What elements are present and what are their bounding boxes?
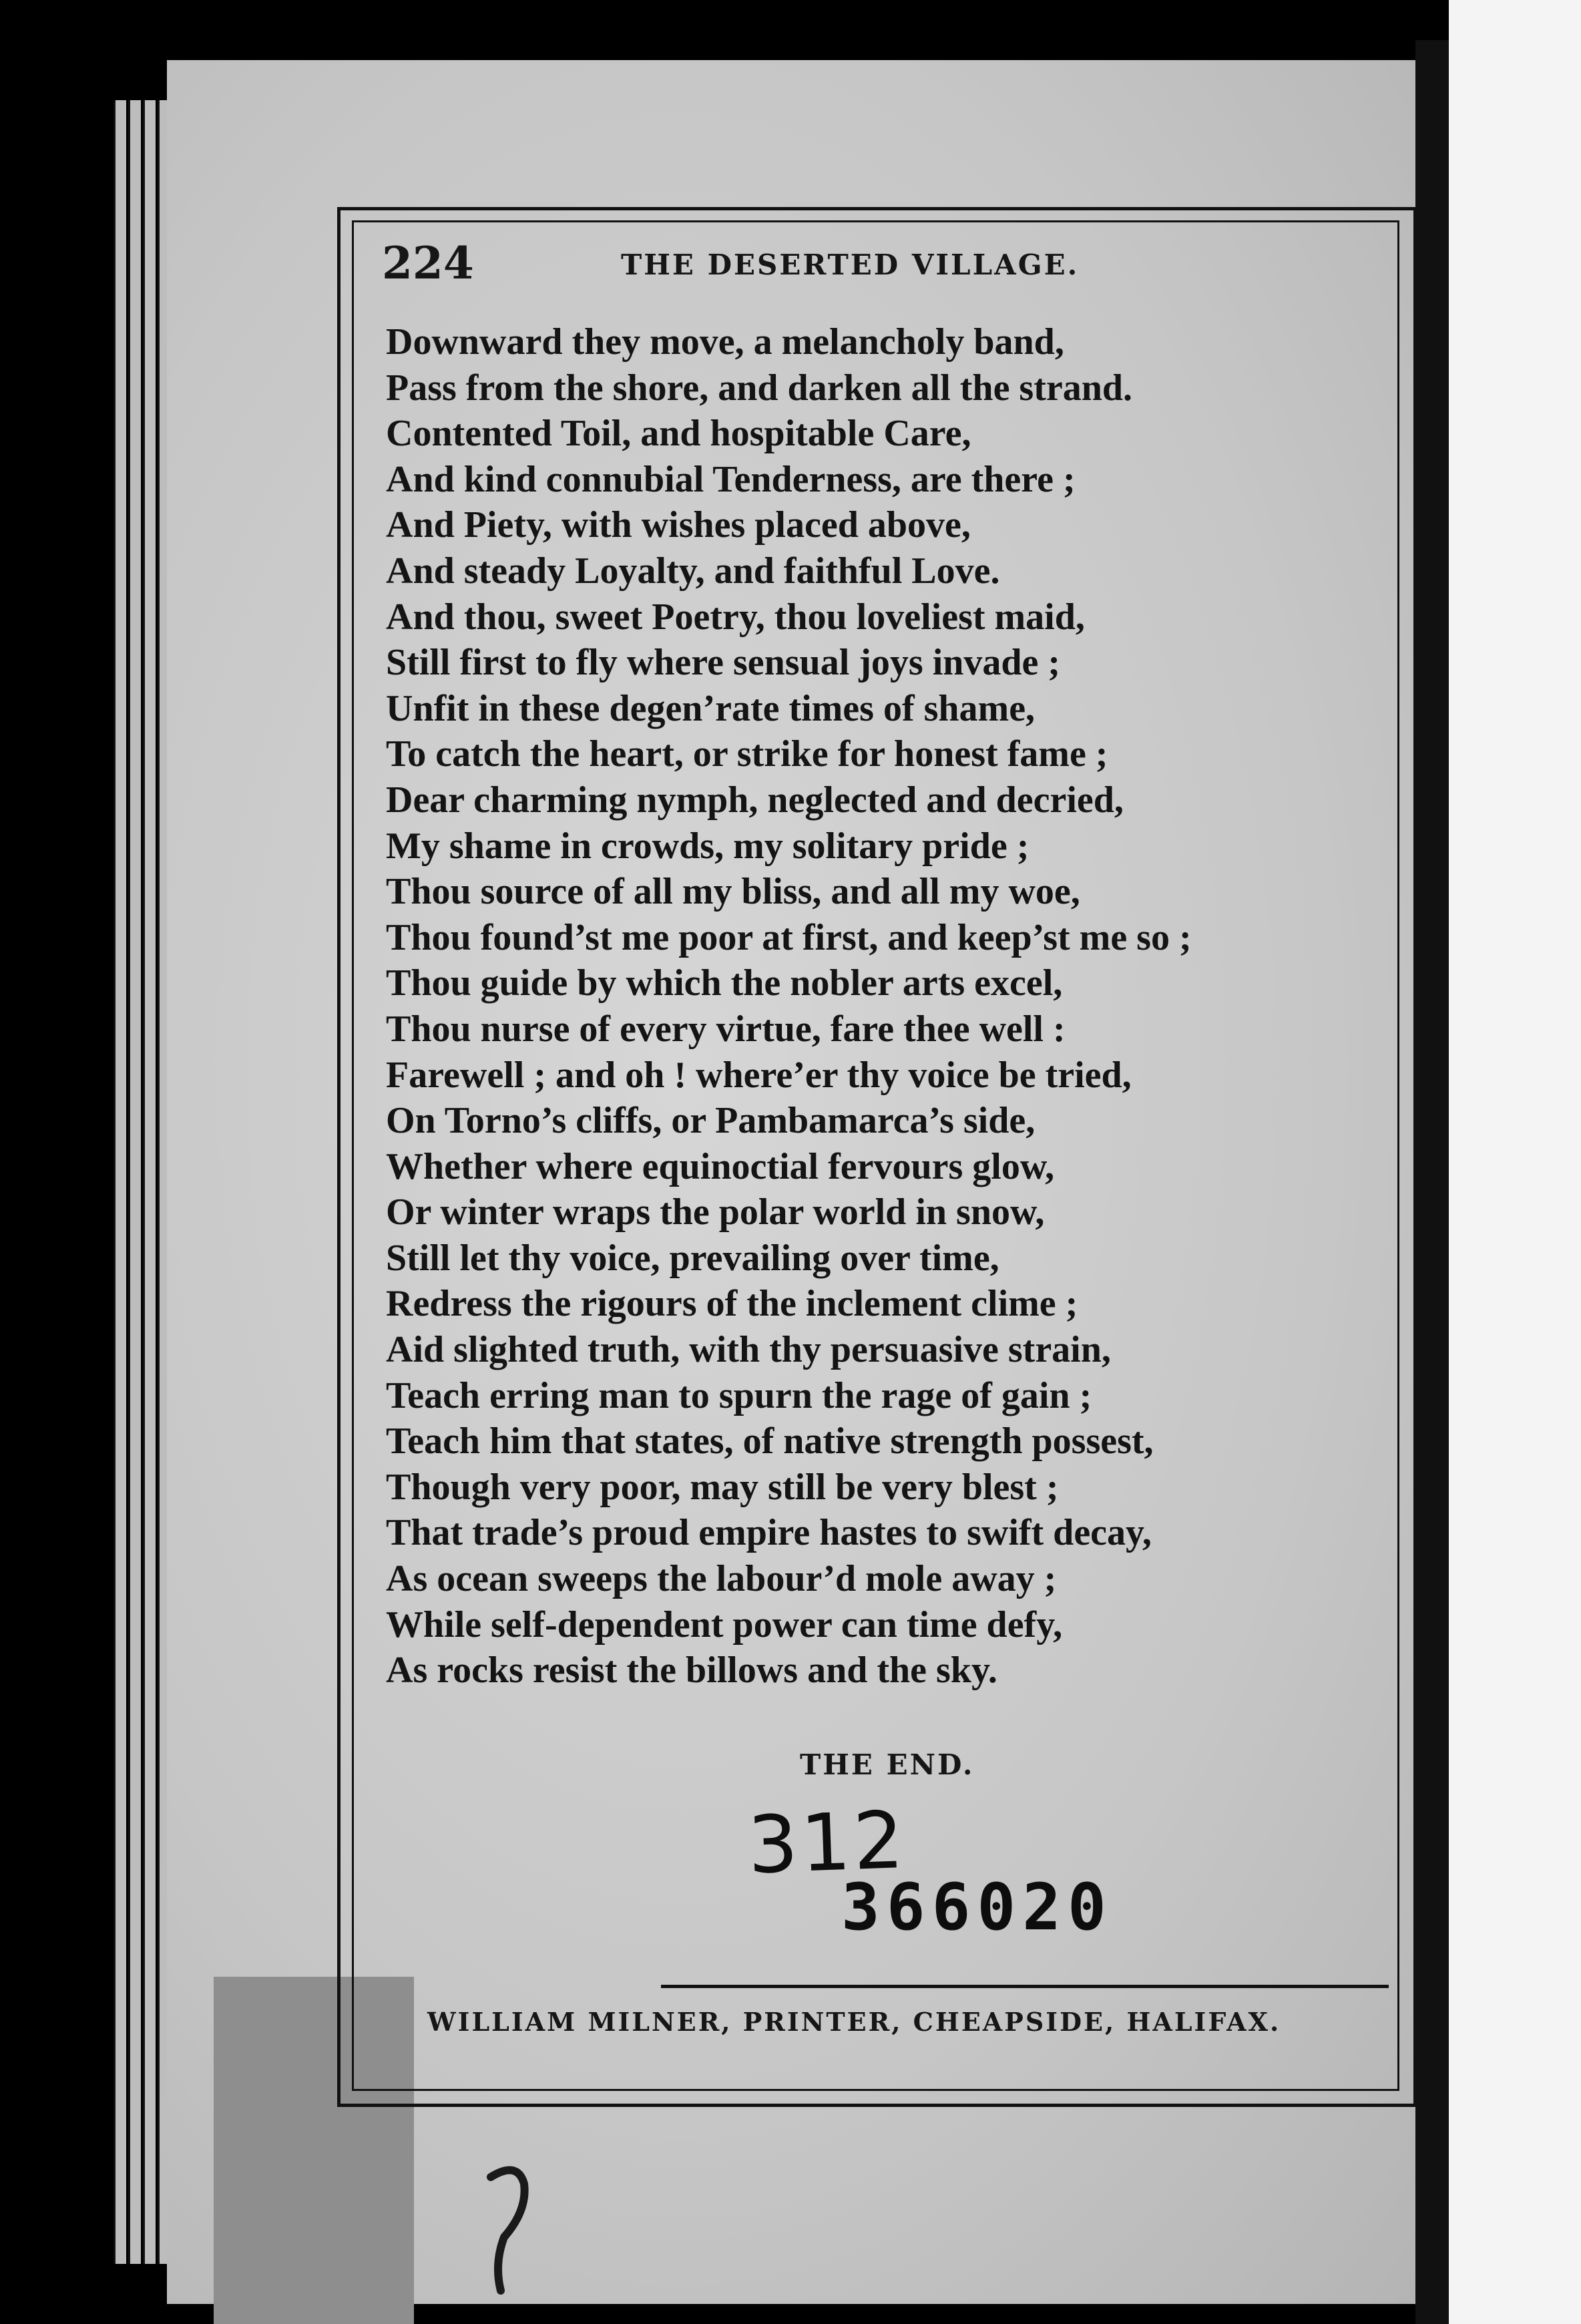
poem-line: As rocks resist the billows and the sky. bbox=[386, 1650, 997, 1692]
imprint-rule bbox=[661, 1985, 1389, 1988]
poem-line: Teach him that states, of native strength possest, bbox=[386, 1420, 1154, 1463]
running-title: THE DESERTED VILLAGE. bbox=[621, 248, 1080, 281]
poem-line: Though very poor, may still be very blest ; bbox=[386, 1466, 1059, 1508]
poem-line: Dear charming nymph, neglected and decried, bbox=[386, 779, 1124, 821]
poem-line: Thou source of all my bliss, and all my woe, bbox=[386, 871, 1080, 913]
pencil-mark bbox=[477, 2157, 541, 2297]
poem-line: And thou, sweet Poetry, thou loveliest maid, bbox=[386, 596, 1085, 638]
the-end-label: THE END. bbox=[800, 1748, 975, 1781]
poem-line: Redress the rigours of the inclement clime ; bbox=[386, 1283, 1078, 1325]
poem-line: Unfit in these degen’rate times of shame, bbox=[386, 687, 1036, 729]
poem-line: Whether where equinoctial fervours glow, bbox=[386, 1145, 1055, 1187]
page-edge bbox=[143, 100, 156, 2264]
printer-imprint: WILLIAM MILNER, PRINTER, CHEAPSIDE, HALIFAX. bbox=[427, 2007, 1281, 2037]
page-edge bbox=[128, 100, 141, 2264]
poem-line: Or winter wraps the polar world in snow, bbox=[386, 1191, 1045, 1233]
poem-line: While self-dependent power can time defy, bbox=[386, 1603, 1063, 1645]
poem-line: My shame in crowds, my solitary pride ; bbox=[386, 825, 1030, 867]
poem-line: Pass from the shore, and darken all the strand. bbox=[386, 367, 1133, 409]
poem-text bbox=[386, 319, 1387, 1694]
stamp-number: 366020 bbox=[841, 1870, 1113, 1945]
page-edge bbox=[114, 100, 126, 2264]
poem-line: That trade’s proud empire hastes to swift decay, bbox=[386, 1512, 1152, 1554]
poem-line: Contented Toil, and hospitable Care, bbox=[386, 413, 971, 455]
poem-line: Downward they move, a melancholy band, bbox=[386, 321, 1064, 363]
gutter-shadow bbox=[1415, 40, 1449, 2324]
poem-line: Thou found’st me poor at first, and keep’st me so ; bbox=[386, 916, 1192, 958]
poem-line: Thou nurse of every virtue, fare thee well : bbox=[386, 1008, 1066, 1050]
poem-line: And steady Loyalty, and faithful Love. bbox=[386, 550, 1000, 592]
poem-line: Still first to fly where sensual joys invade ; bbox=[386, 642, 1061, 684]
poem-line: Teach erring man to spurn the rage of gain ; bbox=[386, 1374, 1092, 1416]
poem-line: Still let thy voice, prevailing over time, bbox=[386, 1237, 999, 1279]
handwritten-number: 312 bbox=[746, 1793, 908, 1892]
poem-line: Farewell ; and oh ! where’er thy voice be tried, bbox=[386, 1054, 1132, 1096]
page-number: 224 bbox=[382, 237, 474, 289]
poem-line: And kind connubial Tenderness, are there ; bbox=[386, 458, 1076, 500]
poem-line: Aid slighted truth, with thy persuasive strain, bbox=[386, 1329, 1111, 1371]
poem-line: As ocean sweeps the labour’d mole away ; bbox=[386, 1558, 1057, 1600]
facing-page bbox=[1449, 0, 1581, 2324]
poem-line: On Torno’s cliffs, or Pambamarca’s side, bbox=[386, 1100, 1036, 1142]
poem-line: And Piety, with wishes placed above, bbox=[386, 504, 971, 546]
poem-line: Thou guide by which the nobler arts excel, bbox=[386, 962, 1063, 1004]
poem-line: To catch the heart, or strike for honest fame ; bbox=[386, 733, 1108, 775]
